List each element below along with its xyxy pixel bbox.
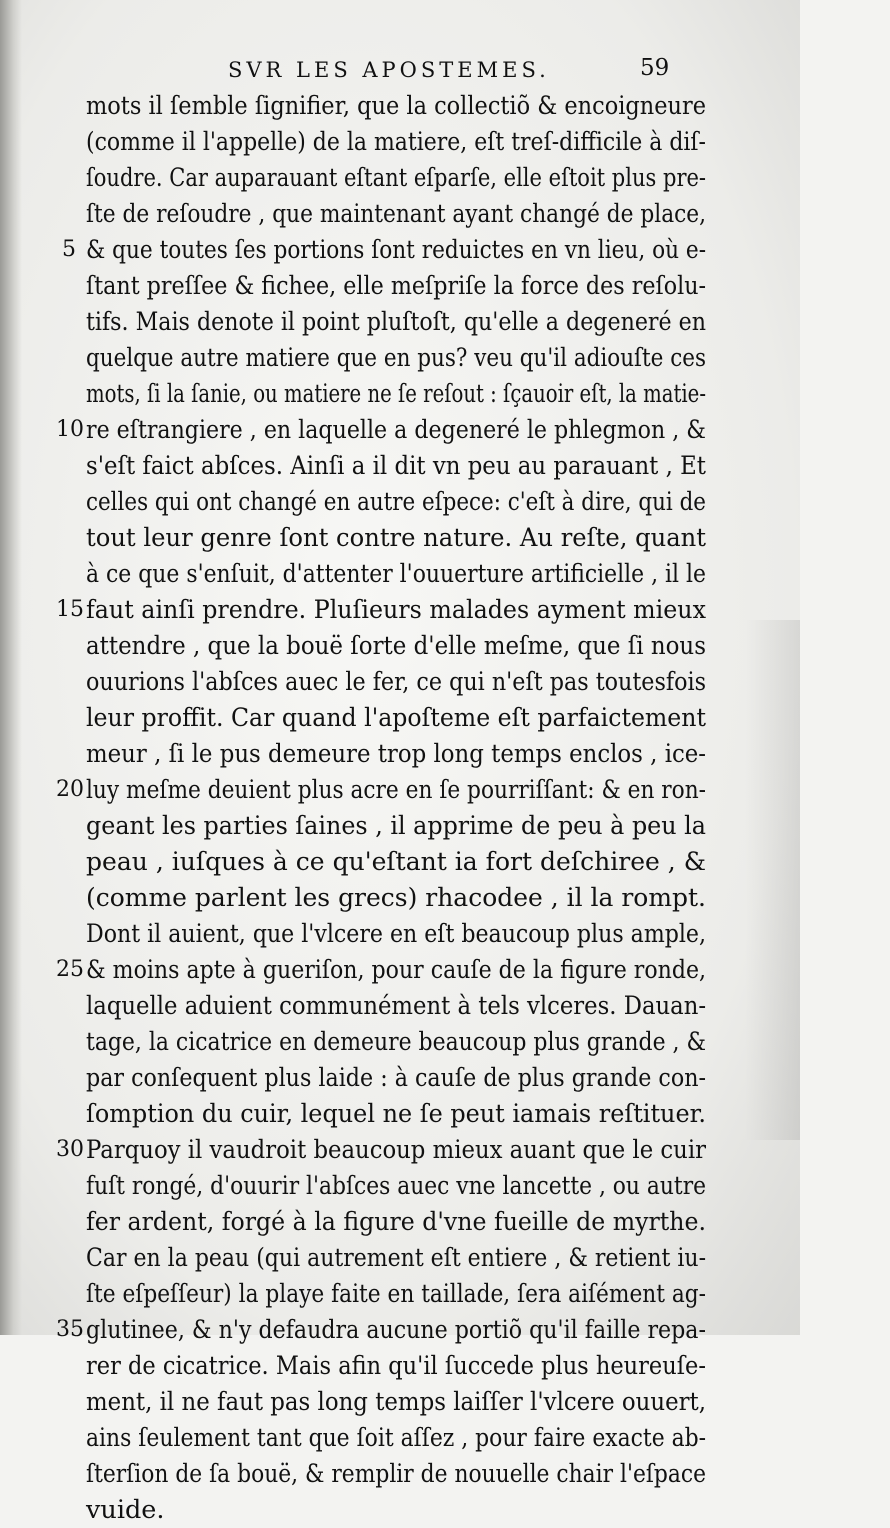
text-block — [56, 88, 707, 1528]
line-text: re eſtrangiere , en laquelle a degeneré le phlegmon , & — [86, 415, 706, 445]
line-text: fer ardent, forgé à la figure d'vne fueille de myrthe. — [86, 1207, 706, 1237]
text-line — [86, 628, 706, 664]
line-text: ains ſeulement tant que ſoit aſſez , pour faire exacte ab- — [86, 1423, 707, 1453]
line-text: meur , ſi le pus demeure trop long temps enclos , ice- — [86, 739, 707, 769]
line-number: 30 — [56, 1137, 84, 1162]
text-line — [86, 304, 706, 340]
text-line — [86, 1204, 706, 1240]
line-number: 25 — [56, 957, 84, 982]
line-text: (comme il l'appelle) de la matiere, eſt treſ-difficile à diſ- — [86, 127, 706, 157]
line-text: s'eſt faict abſces. Ainſi a il dit vn peu au parauant , Et — [86, 451, 706, 481]
text-line — [86, 1456, 706, 1492]
text-line — [86, 376, 706, 412]
text-line — [86, 736, 706, 772]
text-line — [56, 952, 707, 988]
text-line — [62, 232, 707, 268]
text-line — [86, 196, 706, 232]
text-line — [86, 808, 706, 844]
text-line — [86, 916, 706, 952]
text-line — [86, 340, 706, 376]
line-number: 35 — [56, 1317, 84, 1342]
ink-bleed-through — [745, 620, 800, 1140]
text-line — [86, 1492, 706, 1528]
line-text: ſomption du cuir, lequel ne ſe peut iamais reſtituer. — [86, 1099, 707, 1129]
text-line — [86, 448, 706, 484]
line-text: par conſequent plus laide : à cauſe de plus grande con- — [86, 1063, 707, 1093]
line-text: ſterſion de ſa bouë, & remplir de nouuelle chair l'eſpace — [86, 1459, 707, 1489]
text-line — [56, 1132, 706, 1168]
line-text: ment, il ne faut pas long temps laiſſer l'vlcere ouuert, — [86, 1387, 707, 1417]
line-text: mots, ſi la ſanie, ou matiere ne ſe reſout : ſçauoir eſt, la matie- — [86, 379, 706, 409]
binding-shadow — [0, 0, 22, 1335]
line-number: 5 — [62, 237, 76, 262]
line-text: tage, la cicatrice en demeure beaucoup plus grande , & — [86, 1027, 706, 1057]
text-line — [86, 520, 706, 556]
line-text: geant les parties ſaines , il apprime de peu à peu la — [86, 811, 706, 841]
line-text: ſte eſpeſſeur) la playe faite en taillade, ſera aiſément ag- — [86, 1279, 707, 1309]
line-text: Parquoy il vaudroit beaucoup mieux auant que le cuir — [86, 1135, 706, 1165]
line-number: 10 — [56, 417, 84, 442]
text-line — [56, 772, 707, 808]
line-text: ouurions l'abſces auec le fer, ce qui n'eſt pas toutesfois — [86, 667, 707, 697]
line-text: (comme parlent les grecs) rhacodee , il la rompt. — [86, 883, 706, 913]
text-line — [86, 484, 706, 520]
line-text: vuide. — [86, 1495, 165, 1525]
text-line — [86, 1096, 706, 1132]
line-text: Dont il auient, que l'vlcere en eſt beaucoup plus ample, — [86, 919, 707, 949]
line-text: mots il ſemble ſignifier, que la collectiõ & encoigneure — [86, 91, 706, 121]
line-text: Car en la peau (qui autrement eſt entiere , & retient iu- — [86, 1243, 707, 1273]
page-number: 59 — [640, 55, 670, 81]
text-line — [86, 1240, 706, 1276]
line-text: & que toutes ſes portions ſont reduictes en vn lieu, où e- — [86, 235, 707, 265]
text-line — [86, 1384, 706, 1420]
text-line — [86, 880, 706, 916]
line-text: tout leur genre ſont contre nature. Au reſte, quant — [86, 523, 707, 553]
line-number: 20 — [56, 777, 84, 802]
text-line — [86, 1420, 706, 1456]
text-line — [86, 124, 706, 160]
line-text: à ce que s'enſuit, d'attenter l'ouuerture artificielle , il le — [86, 559, 706, 589]
line-number: 15 — [56, 597, 84, 622]
text-line — [56, 412, 706, 448]
line-text: glutinee, & n'y defaudra aucune portiõ qu'il faille repa- — [86, 1315, 706, 1345]
text-line — [86, 1024, 706, 1060]
text-line — [86, 556, 706, 592]
line-text: tifs. Mais denote il point pluſtoſt, qu'elle a degeneré en — [86, 307, 706, 337]
text-line — [86, 700, 706, 736]
line-text: quelque autre matiere que en pus? veu qu'il adiouſte ces — [86, 343, 706, 373]
line-text: faut ainſi prendre. Pluſieurs malades ayment mieux — [86, 595, 706, 625]
line-text: fuſt rongé, d'ouurir l'abſces auec vne lancette , ou autre — [86, 1171, 707, 1201]
text-line — [86, 988, 706, 1024]
line-text: rer de cicatrice. Mais afin qu'il ſuccede plus heureuſe- — [86, 1351, 706, 1381]
text-line — [86, 1060, 706, 1096]
line-text: luy meſme deuient plus acre en ſe pourriſſant: & en ron- — [86, 775, 707, 805]
text-line — [86, 88, 706, 124]
text-line — [86, 1168, 706, 1204]
text-line — [86, 268, 706, 304]
line-text: attendre , que la bouë ſorte d'elle meſme, que ſi nous — [86, 631, 706, 661]
line-text: ſtant preſſee & fichee, elle meſpriſe la force des reſolu- — [86, 271, 707, 301]
text-line — [56, 592, 706, 628]
text-line — [56, 1312, 706, 1348]
text-line — [86, 1276, 706, 1312]
line-text: peau , iuſques à ce qu'eſtant ia fort deſchiree , & — [86, 847, 706, 877]
text-line — [86, 160, 706, 196]
line-text: ſte de reſoudre , que maintenant ayant changé de place, — [86, 199, 707, 229]
running-head: SVR LES APOSTEMES. — [228, 58, 550, 82]
line-text: celles qui ont changé en autre eſpece: c'eſt à dire, qui de — [86, 487, 706, 517]
text-line — [86, 664, 706, 700]
text-line — [86, 844, 706, 880]
line-text: & moins apte à gueriſon, pour cauſe de la figure ronde, — [86, 955, 707, 985]
line-text: ſoudre. Car auparauant eſtant eſparſe, elle eſtoit plus pre- — [86, 163, 707, 193]
text-line — [86, 1348, 706, 1384]
line-text: laquelle aduient communément à tels vlceres. Dauan- — [86, 991, 707, 1021]
line-text: leur proffit. Car quand l'apoſteme eſt parfaictement — [86, 703, 706, 733]
